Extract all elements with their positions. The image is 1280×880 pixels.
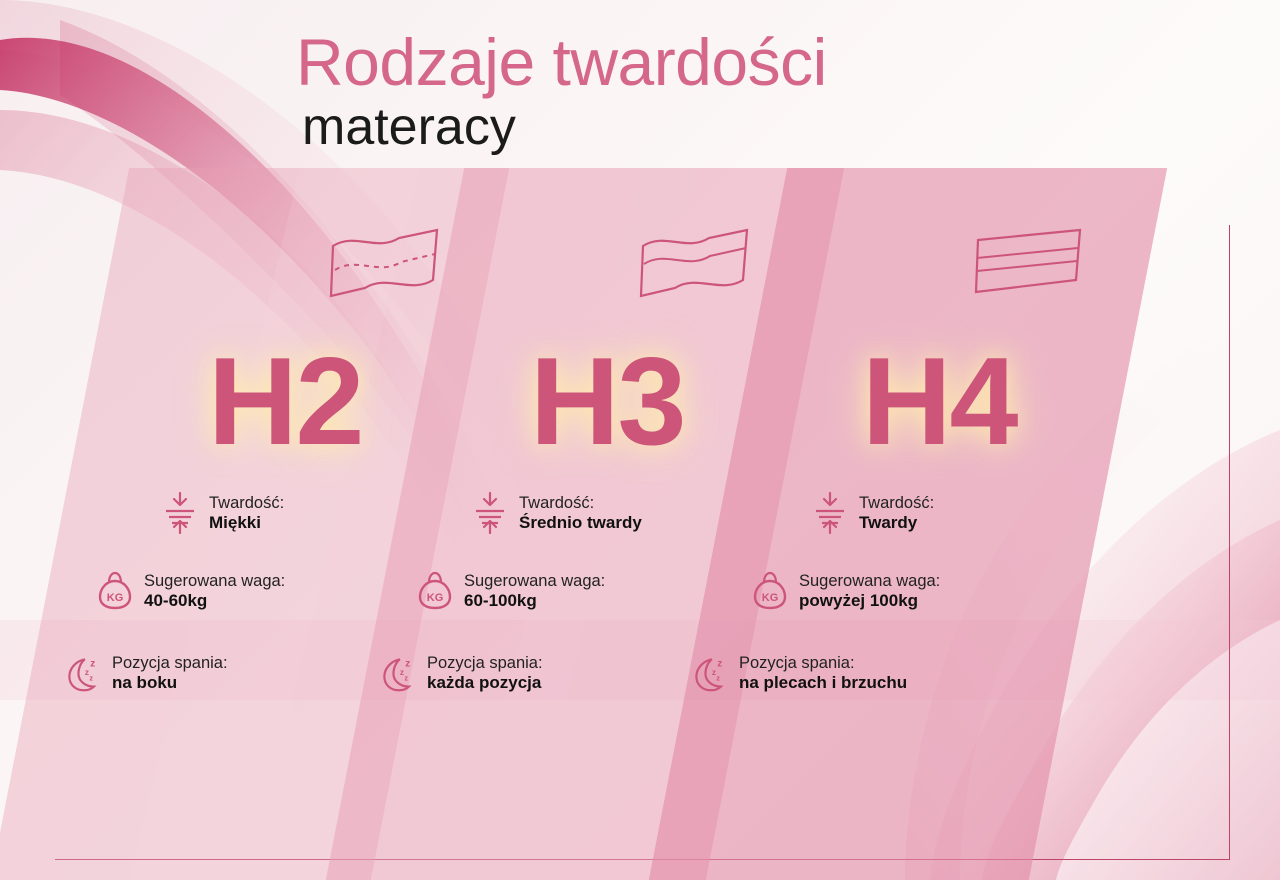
- weight-value-h4: powyżej 100kg: [799, 590, 919, 610]
- svg-text:z: z: [405, 658, 411, 670]
- feature-weight-h3: [415, 568, 605, 614]
- mattress-layers-icon: [635, 218, 755, 308]
- position-value-h4: na plecach i brzuchu: [739, 672, 908, 692]
- hardness-card-h4[interactable]: [711, 168, 1170, 880]
- feature-position-h4: [690, 650, 907, 696]
- mattress-layers-icon: [970, 218, 1090, 308]
- moon-sleep-icon: [378, 650, 418, 696]
- weight-label-h2: Sugerowana waga:: [144, 571, 286, 590]
- hardness-label-h2: Twardość:: [209, 493, 285, 512]
- moon-sleep-icon: [63, 650, 103, 696]
- weight-value-h3: 60-100kg: [464, 590, 537, 610]
- hardness-code-h2: H2: [208, 333, 363, 471]
- weight-label-h3: Sugerowana waga:: [464, 571, 606, 590]
- position-value-h2: na boku: [112, 672, 178, 692]
- svg-text:z: z: [711, 667, 716, 677]
- feature-hardness-h2: [160, 490, 284, 536]
- position-label-h4: Pozycja spania:: [739, 653, 855, 672]
- position-label-h2: Pozycja spania:: [112, 653, 228, 672]
- kettlebell-kg-icon: [750, 568, 790, 614]
- svg-text:z: z: [90, 658, 96, 670]
- title-main: Rodzaje twardości: [296, 25, 827, 99]
- position-value-h3: każda pozycja: [427, 672, 542, 692]
- hardness-value-h3: Średnio twardy: [519, 512, 642, 532]
- feature-position-h3: [378, 650, 543, 696]
- moon-sleep-icon: [690, 650, 730, 696]
- svg-text:z: z: [716, 673, 721, 683]
- svg-text:z: z: [89, 673, 94, 683]
- svg-text:KG: KG: [426, 592, 444, 604]
- hardness-value-h4: Twardy: [859, 512, 918, 532]
- compression-arrows-icon: [810, 490, 850, 536]
- svg-text:z: z: [404, 673, 409, 683]
- svg-text:z: z: [399, 667, 404, 677]
- feature-weight-h2: [95, 568, 285, 614]
- position-label-h3: Pozycja spania:: [427, 653, 543, 672]
- hardness-value-h2: Miękki: [209, 512, 261, 532]
- weight-value-h2: 40-60kg: [144, 590, 208, 610]
- kettlebell-kg-icon: [415, 568, 455, 614]
- hardness-code-h3: H3: [530, 333, 685, 471]
- feature-position-h2: [63, 650, 228, 696]
- feature-hardness-h4: [810, 490, 934, 536]
- weight-label-h4: Sugerowana waga:: [799, 571, 941, 590]
- hardness-code-h4: H4: [862, 333, 1017, 471]
- hardness-label-h3: Twardość:: [519, 493, 595, 512]
- svg-text:KG: KG: [106, 592, 124, 604]
- page-title: [296, 25, 827, 157]
- svg-text:z: z: [84, 667, 89, 677]
- svg-text:KG: KG: [761, 592, 779, 604]
- compression-arrows-icon: [470, 490, 510, 536]
- svg-text:z: z: [717, 658, 723, 670]
- feature-hardness-h3: [470, 490, 642, 536]
- compression-arrows-icon: [160, 490, 200, 536]
- feature-weight-h4: [750, 568, 940, 614]
- kettlebell-kg-icon: [95, 568, 135, 614]
- hardness-label-h4: Twardość:: [859, 493, 935, 512]
- title-sub: materacy: [302, 98, 516, 157]
